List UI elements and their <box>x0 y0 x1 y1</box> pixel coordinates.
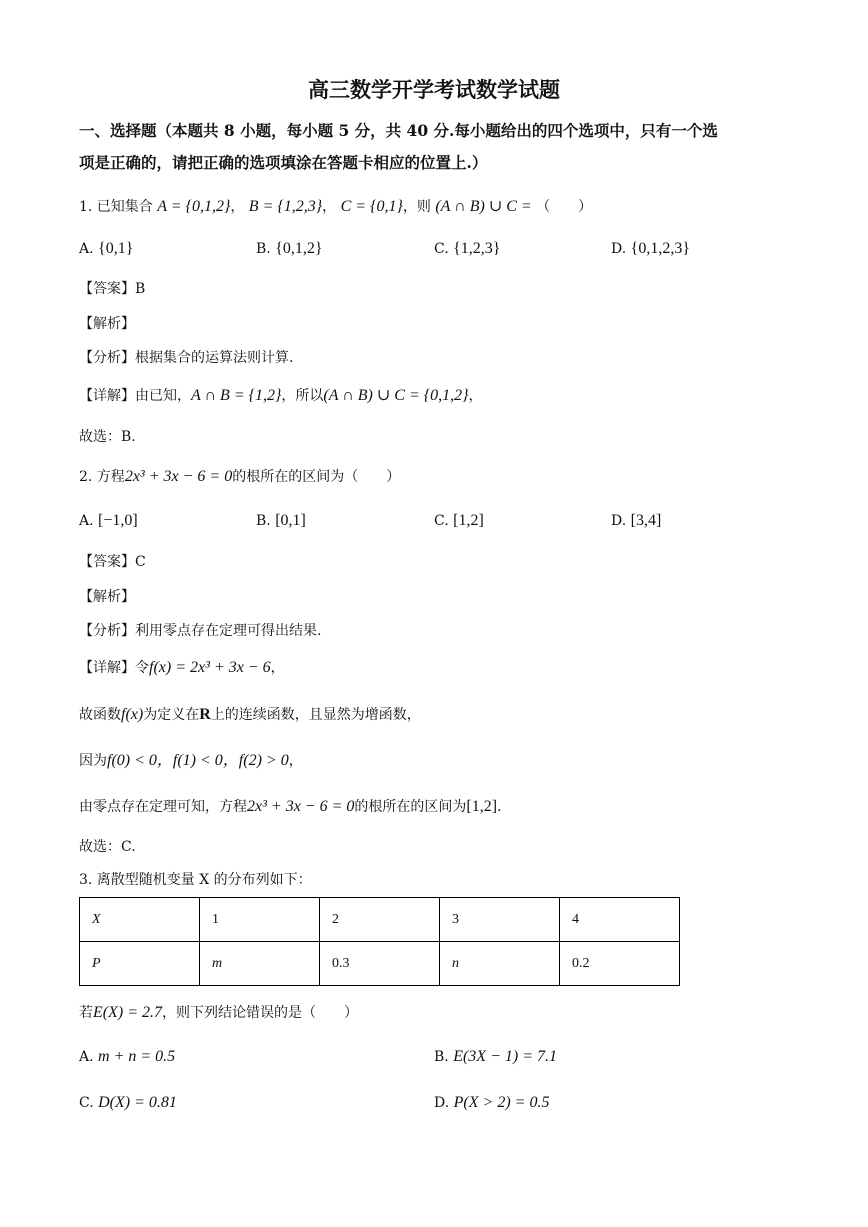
q1-stem: 1. 已知集合 A = {0,1,2}， B = {1,2,3}， C = {0,1}，则 (A ∩ B) ∪ C = （ ） <box>79 198 593 215</box>
q2-option-c[interactable] <box>434 512 484 530</box>
option-value: [0,1] <box>275 512 306 529</box>
q1-answer: 【答案】B <box>79 281 146 297</box>
q2-jiexi: 【解析】 <box>79 589 135 605</box>
q1-fenxi: 【分析】根据集合的运算法则计算. <box>79 350 294 366</box>
q2-detail2 <box>79 705 421 725</box>
q2-option-b[interactable] <box>256 512 306 530</box>
q2-detail4 <box>79 797 502 817</box>
table-row <box>80 942 680 986</box>
q1-option-a[interactable] <box>79 240 133 258</box>
table-cell: P <box>80 942 200 986</box>
q3-option-b[interactable] <box>434 1048 557 1066</box>
option-label: C. <box>434 241 449 257</box>
table-row <box>80 898 680 942</box>
q2-conclusion: 故选：C. <box>79 839 136 855</box>
q2-option-a[interactable] <box>79 512 138 530</box>
q1-set-b: B = {1,2,3} <box>248 198 323 215</box>
q1-paren: （ ） <box>536 199 593 215</box>
q1-detail-mid: ，所以 <box>281 388 324 404</box>
q3-option-d[interactable] <box>434 1094 549 1112</box>
table-cell: 1 <box>200 898 320 942</box>
q1-detail-prefix: 【详解】由已知， <box>79 388 191 404</box>
option-label: A. <box>79 513 94 529</box>
q3-option-c[interactable] <box>79 1094 177 1112</box>
option-value: [−1,0] <box>98 512 138 529</box>
q2-detail2-end: 上的连续函数，且显然为增函数， <box>210 707 421 723</box>
q3-cond-eq: E(X) = 2.7 <box>93 1004 162 1021</box>
table-cell: m <box>200 942 320 986</box>
q3-option-a[interactable] <box>79 1048 175 1066</box>
option-label: C. <box>434 513 449 529</box>
table-cell: 4 <box>560 898 680 942</box>
option-value: [1,2] <box>453 512 484 529</box>
q2-detail1-end: ， <box>270 660 285 676</box>
q1-option-b[interactable] <box>256 240 323 258</box>
option-label: D. <box>611 241 627 257</box>
q2-detail1 <box>79 658 285 678</box>
section-heading-line2: 项是正确的，请把正确的选项填涂在答题卡相应的位置上.） <box>79 153 488 172</box>
page-title: 高三数学开学考试数学试题 <box>308 77 560 102</box>
q2-equation: 2x³ + 3x − 6 = 0 <box>124 468 233 485</box>
q2-detail2-prefix: 故函数 <box>79 707 121 723</box>
q3-condition <box>79 1003 358 1023</box>
table-cell: 3 <box>440 898 560 942</box>
table-cell: 2 <box>320 898 440 942</box>
option-label: D. <box>611 513 627 529</box>
q1-jiexi: 【解析】 <box>79 316 135 332</box>
q1-set-c: C = {0,1} <box>340 198 403 215</box>
q2-detail3 <box>79 751 303 771</box>
q1-then: ，则 <box>402 199 431 215</box>
q2-stem-prefix: 2. 方程 <box>79 469 125 485</box>
option-label: A. <box>79 1049 94 1065</box>
q2-detail3-eqs: f(0) < 0，f(1) < 0，f(2) > 0 <box>107 752 289 769</box>
q2-detail1-prefix: 【详解】令 <box>79 660 149 676</box>
q1-stem-prefix: 1. 已知集合 <box>79 199 153 215</box>
option-value: E(3X − 1) = 7.1 <box>453 1048 557 1065</box>
option-label: D. <box>434 1095 450 1111</box>
option-value: D(X) = 0.81 <box>98 1094 177 1111</box>
q2-option-d[interactable] <box>611 512 661 530</box>
q2-fenxi: 【分析】利用零点存在定理可得出结果. <box>79 623 322 639</box>
table-cell: n <box>440 942 560 986</box>
q2-detail2-fx: f(x) <box>121 706 144 723</box>
option-label: B. <box>256 241 271 257</box>
option-label: C. <box>79 1095 94 1111</box>
q2-stem <box>79 467 400 487</box>
table-cell: X <box>80 898 200 942</box>
q3-cond-suffix: ，则下列结论错误的是（ ） <box>162 1005 358 1021</box>
q2-detail1-eq: f(x) = 2x³ + 3x − 6 <box>149 659 271 676</box>
option-value: {1,2,3} <box>453 240 501 257</box>
q3-distribution-table <box>79 897 680 986</box>
q1-detail-end: ， <box>468 388 483 404</box>
q2-detail4-prefix: 由零点存在定理可知，方程 <box>79 799 247 815</box>
q3-cond-prefix: 若 <box>79 1005 93 1021</box>
q2-detail4-end: . <box>497 799 502 815</box>
option-value: P(X > 2) = 0.5 <box>453 1094 550 1111</box>
option-label: B. <box>256 513 271 529</box>
q2-detail4-mid: 的根所在的区间为 <box>354 799 467 815</box>
q1-expr: (A ∩ B) ∪ C = <box>435 198 532 215</box>
q1-option-c[interactable] <box>434 240 500 258</box>
option-label: B. <box>434 1049 449 1065</box>
option-value: {0,1,2} <box>275 240 323 257</box>
q3-stem: 3. 离散型随机变量 X 的分布列如下： <box>79 872 312 888</box>
option-value: {0,1} <box>98 240 134 257</box>
option-label: A. <box>79 241 94 257</box>
q2-detail2-r: R <box>199 706 211 723</box>
q1-detail-eq2: (A ∩ B) ∪ C = {0,1,2} <box>323 387 469 404</box>
q1-option-d[interactable] <box>611 240 690 258</box>
q1-detail <box>79 386 483 406</box>
section-heading-line1: 一、选择题（本题共 8 小题，每小题 5 分，共 40 分.每小题给出的四个选项中，只有一个选 <box>79 121 718 140</box>
q1-detail-eq1: A ∩ B = {1,2} <box>191 387 282 404</box>
q2-stem-suffix: 的根所在的区间为（ ） <box>232 469 401 485</box>
q1-set-a: A = {0,1,2} <box>157 198 231 215</box>
q1-conclusion: 故选：B. <box>79 429 136 445</box>
q2-detail4-interval: [1,2] <box>466 798 498 815</box>
option-value: {0,1,2,3} <box>630 240 690 257</box>
q2-detail4-eq: 2x³ + 3x − 6 = 0 <box>247 798 355 815</box>
table-cell: 0.2 <box>560 942 680 986</box>
q2-detail3-prefix: 因为 <box>79 753 107 769</box>
option-value: m + n = 0.5 <box>98 1048 176 1065</box>
q2-detail3-end: ， <box>288 753 303 769</box>
option-value: [3,4] <box>630 512 662 529</box>
q2-detail2-mid: 为定义在 <box>143 707 200 723</box>
q2-answer: 【答案】C <box>79 554 146 570</box>
table-cell: 0.3 <box>320 942 440 986</box>
